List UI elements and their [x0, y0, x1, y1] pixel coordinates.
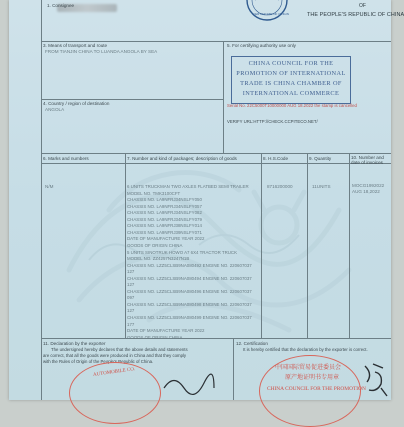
divider — [41, 99, 223, 100]
goods-line: DATE OF MANUFACTURE YEAR 2022 — [127, 328, 205, 334]
goods-line: MODEL NO. TMK3100CFT — [127, 190, 181, 196]
col-quantity-header: 9. Quantity — [309, 156, 332, 161]
consignee-label: 1. Consignee — [47, 3, 75, 8]
transport-value: FROM TIANJIN CHINA TO LUANDA ANGOLA BY SEA — [45, 49, 158, 54]
declaration-line-3: with the Rules of Origin of the People's Republic of China. — [43, 359, 154, 364]
goods-line: CHASSIS NO. LA9NFRJ34NSLFY050 — [127, 197, 202, 203]
divider — [223, 41, 224, 153]
goods-line: CHASSIS NO. LZZ5CLSB9NA080499 ENGINE NO. 220607037 — [127, 315, 252, 320]
goods-line: MODEL NO. ZZ4257N3247N1B — [127, 256, 190, 262]
divider — [233, 338, 234, 400]
col-marks-header: 6. Marks and numbers — [43, 156, 89, 161]
serial-number: Serial No. 22C5000T10000000 AUG 18.2022 the stamp is cancelled — [227, 103, 357, 108]
divider — [125, 153, 126, 338]
of-label: OF — [359, 3, 366, 9]
divider — [41, 0, 42, 400]
col-invoice-header: 10. Number and date of invoices — [351, 155, 384, 166]
authority-label: 5. For certifying authority use only — [227, 43, 296, 48]
goods-line: GOODS OF ORIGIN CHINA — [127, 334, 183, 340]
goods-line: CHASSIS NO. LA9NFRJ34NSLFY057 — [127, 203, 202, 209]
marks-value: N/M — [45, 184, 54, 189]
stamp-en-line: CHINA COUNCIL FOR THE PROMOTION — [267, 386, 366, 392]
goods-line: 097 — [127, 295, 135, 301]
goods-line: CHASSIS NO. LZZ5CLSB9NA080494 ENGINE NO. 220607037 — [127, 275, 252, 281]
divider — [349, 153, 350, 338]
country-title: THE PEOPLE'S REPUBLIC OF CHINA — [307, 12, 404, 18]
col-goods-header: 7. Number and kind of packages; description of goods — [127, 156, 237, 161]
goods-line: CHASSIS NO. LA9NFRJ38NSLFY014 — [127, 223, 202, 229]
invoice-value: MOCG1992022 AUG 18,2022 — [352, 183, 385, 194]
ccpit-logo-icon — [245, 0, 289, 22]
certification-label: 12. Certification — [236, 341, 268, 346]
verify-url: VERIFY URL:HTTP://CHECK.CCPITECO.NET/ — [227, 119, 318, 124]
goods-line: 127 — [127, 282, 135, 288]
declaration-label: 11. Declaration by the exporter — [43, 341, 106, 346]
goods-line: CHASSIS NO. LA9NFRJ39NSLFY071 — [127, 229, 202, 235]
destination-value: ANGOLA — [45, 107, 65, 112]
goods-line: CHASSIS NO. LZZ5CLSB9NA080492 ENGINE NO. 220607037 — [127, 262, 252, 268]
col-hs-header: 8. H.S.Code — [263, 156, 289, 161]
divider — [41, 41, 391, 42]
declaration-line-2: are correct, that all the goods were produced in China and that they comply — [43, 353, 187, 358]
transport-label: 3. Means of transport and route — [43, 43, 108, 48]
divider — [261, 153, 262, 338]
divider — [41, 163, 391, 164]
divider — [41, 338, 391, 339]
goods-line: GOODS OF ORIGIN CHINA — [127, 242, 183, 248]
hs-code-value: 8716200000 — [267, 184, 293, 189]
dragon-watermark-icon — [49, 150, 359, 340]
logo-caption: CERTIFICATE OF ORIGIN — [253, 12, 289, 16]
divider — [41, 153, 391, 154]
goods-line: 127 — [127, 308, 135, 314]
ccpit-line-1: CHINA COUNCIL FOR THE — [248, 60, 334, 67]
goods-line: CHASSIS NO. LA9NFRJ34NSLFY079 — [127, 216, 202, 222]
ccpit-line-3: TRADE IS CHINA CHAMBER OF — [240, 80, 342, 87]
declaration-line-1: The undersigned hereby declares that the above details and statements — [51, 347, 188, 352]
exporter-stamp-text: AUTOMOBILE CO. — [92, 367, 136, 378]
goods-line: 177 — [127, 321, 135, 327]
goods-line: CHASSIS NO. LZZ5CLSB9NA080496 ENGINE NO. 220607037 — [127, 288, 252, 294]
ccpit-line-4: INTERNATIONAL COMMERCE — [242, 90, 340, 97]
certification-text: It is hereby certified that the declaration by the exporter is correct. — [243, 347, 368, 352]
certificate-of-origin — [9, 0, 404, 400]
quantity-value: 11UNITS — [312, 184, 331, 189]
goods-line: 127 — [127, 269, 135, 275]
goods-line: DATE OF MANUFACTURE YEAR 2022 — [127, 236, 205, 242]
ccpit-seal — [231, 56, 351, 104]
destination-label: 4. Country / region of destination — [43, 101, 110, 106]
goods-line: 6 UNITS TRUCKMAN TWO AXLES FLATBED SEMI TRAILER — [127, 184, 249, 189]
divider — [307, 153, 308, 338]
exporter-signature-icon — [159, 368, 219, 398]
goods-line: 5 UNITS SINOTRUK HOWO A7 6X4 TRACTOR TRUCK — [127, 249, 238, 255]
goods-line: CHASSIS NO. LA9NFRJ34NSLFY082 — [127, 210, 202, 216]
stamp-cn-line-1: 中国国际贸易促进委员会 — [275, 365, 342, 371]
goods-line: CHASSIS NO. LZZ5CLSB9NA080498 ENGINE NO. 220607037 — [127, 301, 252, 307]
stamp-cn-line-2: 原产地证明书专用章 — [285, 375, 340, 381]
ccpit-line-2: PROMOTION OF INTERNATIONAL — [236, 70, 346, 77]
certifier-signature-icon — [361, 360, 391, 400]
